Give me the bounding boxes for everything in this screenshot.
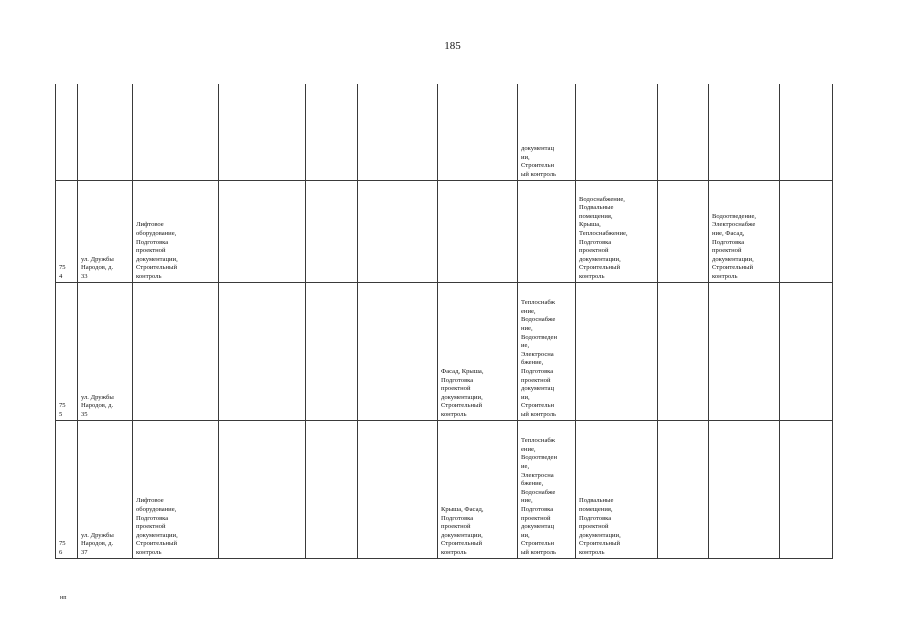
work-cell: Лифтовое оборудование, Подготовка проектной документации, Строительный контроль [133,420,219,558]
work-cell [306,180,358,282]
address-cell [78,84,133,180]
work-cell: Водоснабжение, Подвальные помещения, Крыша, Теплоснабжение, Подготовка проектной документации, Строительный контроль [576,180,658,282]
work-cell: Подвальные помещения, Подготовка проектной документации, Строительный контроль [576,420,658,558]
work-cell [219,282,306,420]
work-cell [576,84,658,180]
work-cell [709,420,780,558]
row-number-cell: 75 4 [56,180,78,282]
table-row [56,84,833,180]
work-cell [306,420,358,558]
table-row [56,180,833,282]
work-cell: Водоотведение, Электроснабже ние, Фасад, Подготовка проектной документации, Строительный контроль [709,180,780,282]
work-cell: документац ии, Строительн ый контроль [518,84,576,180]
repair-schedule-table [55,84,833,559]
work-cell [358,420,438,558]
work-cell [358,282,438,420]
work-cell [518,180,576,282]
work-cell [780,84,833,180]
work-cell [219,180,306,282]
row-number-cell: 75 6 [56,420,78,558]
work-cell [780,282,833,420]
work-cell [219,84,306,180]
work-cell [306,84,358,180]
work-cell [658,180,709,282]
work-cell: Теплоснабж ение, Водоотведен ие, Электросна бжение, Водоснабже ние, Подготовка проектной документац ии, Строительн ый контроль [518,420,576,558]
work-cell [709,282,780,420]
row-number-cell: 75 5 [56,282,78,420]
work-cell [780,180,833,282]
work-cell [658,282,709,420]
work-cell: Лифтовое оборудование, Подготовка проектной документации, Строительный контроль [133,180,219,282]
work-cell [780,420,833,558]
work-cell [438,84,518,180]
footer-mark: нп [60,595,67,601]
work-cell: Крыша, Фасад, Подготовка проектной документации, Строительный контроль [438,420,518,558]
work-cell [219,420,306,558]
work-cell [709,84,780,180]
work-cell: Фасад, Крыша, Подготовка проектной документации, Строительный контроль [438,282,518,420]
work-cell [658,84,709,180]
page-number: 185 [444,40,461,52]
address-cell: ул. Дружбы Народов, д. 35 [78,282,133,420]
work-cell [358,84,438,180]
work-cell [358,180,438,282]
address-cell: ул. Дружбы Народов, д. 33 [78,180,133,282]
row-number-cell [56,84,78,180]
work-cell: Теплоснабж ение, Водоснабже ние, Водоотведен ие, Электросна бжение, Подготовка проектной документац ии, Строительн ый контроль [518,282,576,420]
work-cell [133,84,219,180]
work-cell [306,282,358,420]
table-row [56,282,833,420]
work-cell [133,282,219,420]
work-cell [658,420,709,558]
work-cell [438,180,518,282]
table-row [56,420,833,558]
address-cell: ул. Дружбы Народов, д. 37 [78,420,133,558]
work-cell [576,282,658,420]
